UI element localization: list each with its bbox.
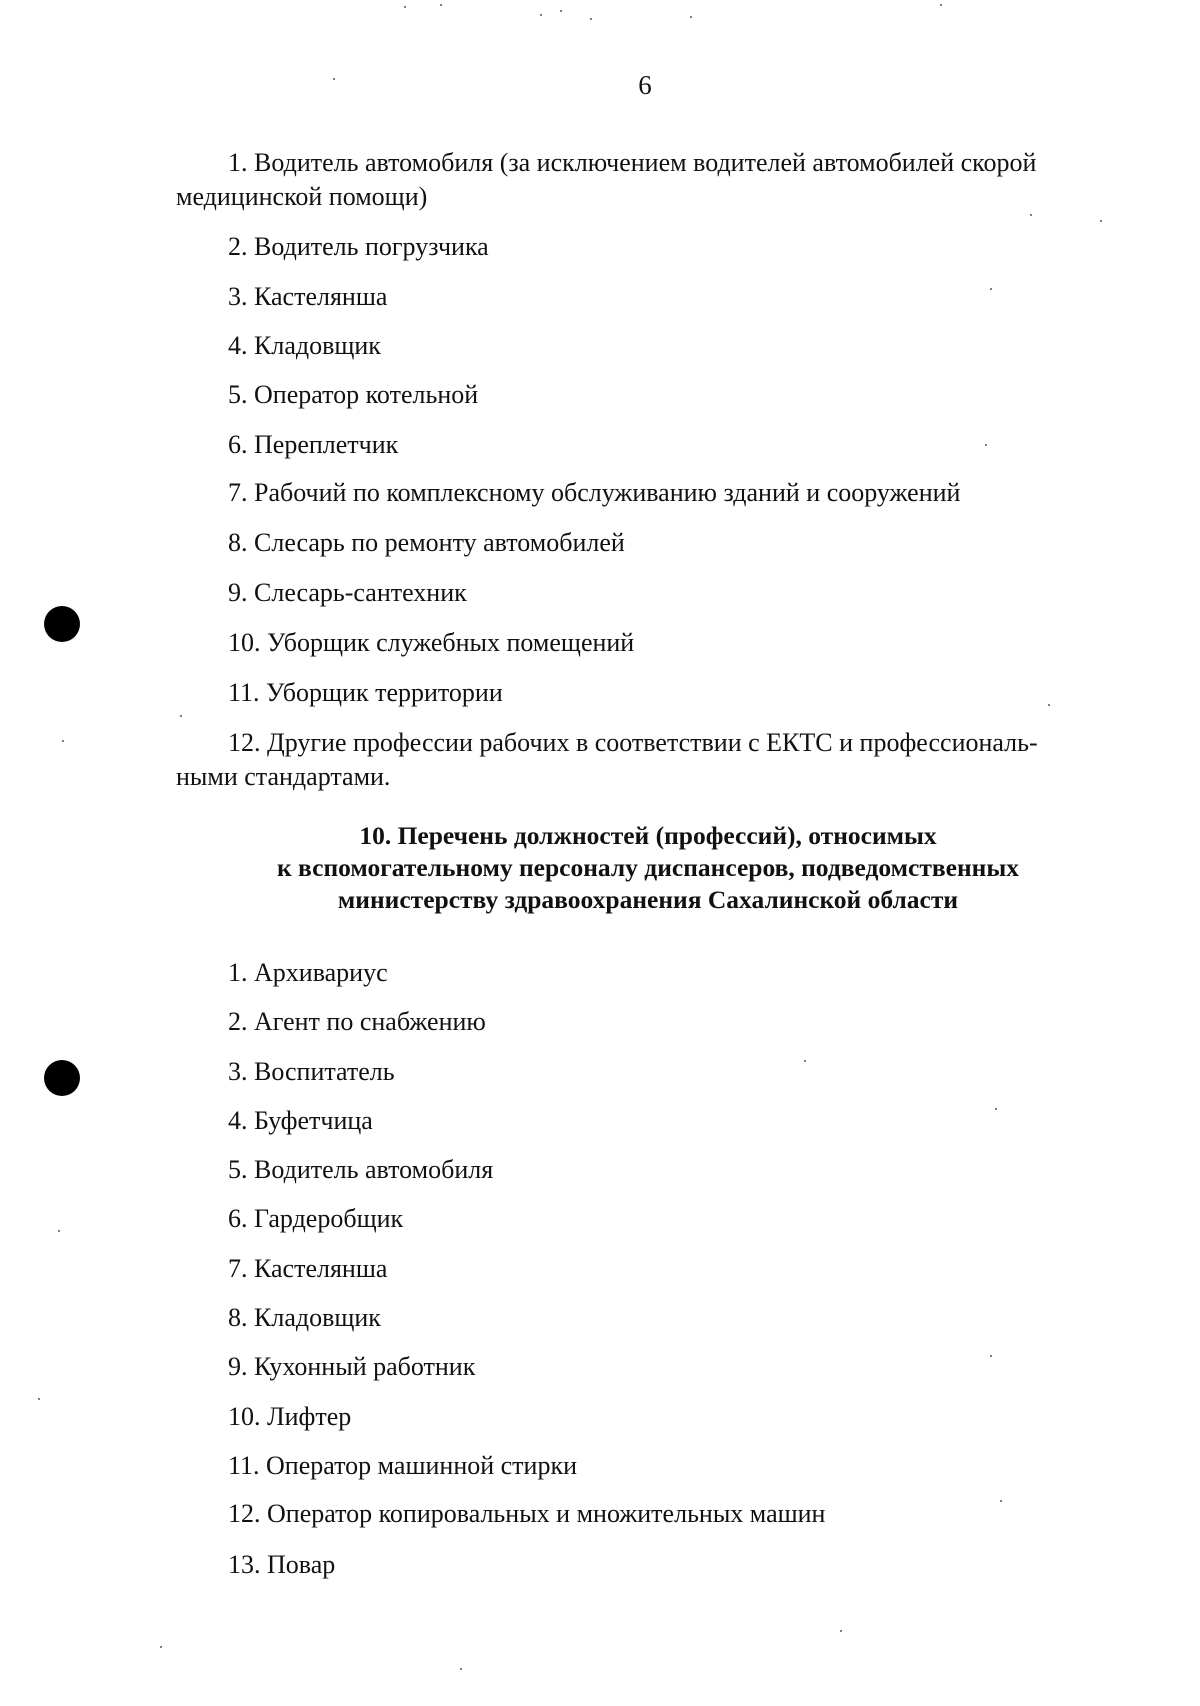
punch-hole	[44, 1060, 80, 1096]
list-item: 4. Буфетчица	[228, 1106, 373, 1135]
list-item: 11. Уборщик территории	[228, 678, 503, 707]
list-item: 3. Воспитатель	[228, 1057, 395, 1086]
list-item: 7. Кастелянша	[228, 1254, 388, 1283]
scan-speck	[160, 1646, 162, 1648]
list-item: 9. Кухонный работник	[228, 1352, 476, 1381]
scan-speck	[590, 18, 592, 20]
list-item: 8. Слесарь по ремонту автомобилей	[228, 528, 625, 557]
list-item-line: 1. Водитель автомобиля (за исключением водителей автомобилей скорой	[228, 148, 1037, 177]
scan-speck	[38, 1398, 40, 1400]
scan-speck	[990, 288, 992, 290]
list-item-line: медицинской помощи)	[176, 182, 428, 211]
scan-speck	[995, 1108, 997, 1110]
list-item: 2. Водитель погрузчика	[228, 232, 489, 261]
page-number: 6	[638, 70, 652, 100]
punch-hole	[44, 606, 80, 642]
scan-speck	[404, 6, 406, 8]
scan-speck	[690, 16, 692, 18]
scan-speck	[1000, 1500, 1002, 1502]
scan-speck	[540, 14, 542, 16]
section-heading-line: к вспомогательному персоналу диспансеров, подведомственных	[276, 853, 1019, 882]
list-item	[176, 146, 1120, 214]
list-item: 3. Кастелянша	[228, 282, 388, 311]
list-item-line: 12. Другие профессии рабочих в соответствии с ЕКТС и профессиональ-	[228, 728, 1038, 757]
list-item: 13. Повар	[228, 1550, 336, 1579]
scan-speck	[58, 1230, 60, 1232]
list-item: 10. Лифтер	[228, 1402, 352, 1431]
list-item-line: ными стандартами.	[176, 762, 391, 791]
list-item: 10. Уборщик служебных помещений	[228, 628, 635, 657]
scan-speck	[940, 4, 942, 6]
section-heading-line: 10. Перечень должностей (профессий), относимых	[359, 821, 937, 850]
scan-speck	[440, 4, 442, 6]
list-item: 8. Кладовщик	[228, 1303, 381, 1332]
list-item: 6. Переплетчик	[228, 430, 399, 459]
scan-speck	[840, 1630, 842, 1632]
scan-speck	[180, 715, 182, 717]
scan-speck	[560, 10, 562, 12]
scan-speck	[990, 1355, 992, 1357]
list-item: 5. Водитель автомобиля	[228, 1155, 494, 1184]
list-item: 12. Оператор копировальных и множительных машин	[228, 1499, 826, 1528]
scan-speck	[1030, 214, 1032, 216]
section-heading	[176, 820, 1120, 916]
list-item: 9. Слесарь-сантехник	[228, 578, 467, 607]
list-item: 2. Агент по снабжению	[228, 1007, 486, 1036]
list-item: 7. Рабочий по комплексному обслуживанию зданий и сооружений	[228, 478, 961, 507]
scan-speck	[62, 740, 64, 742]
list-item: 6. Гардеробщик	[228, 1204, 404, 1233]
list-item: 1. Архивариус	[228, 958, 388, 987]
list-item: 4. Кладовщик	[228, 331, 381, 360]
scan-speck	[804, 1060, 806, 1062]
scan-speck	[1100, 220, 1102, 222]
section-heading-line: министерству здравоохранения Сахалинской области	[337, 885, 959, 914]
scan-speck	[985, 444, 987, 446]
list-item: 5. Оператор котельной	[228, 380, 479, 409]
list-item	[176, 726, 1120, 794]
scan-speck	[333, 78, 335, 80]
list-item: 11. Оператор машинной стирки	[228, 1451, 578, 1480]
scan-speck	[460, 1668, 462, 1670]
scan-speck	[1048, 704, 1050, 706]
